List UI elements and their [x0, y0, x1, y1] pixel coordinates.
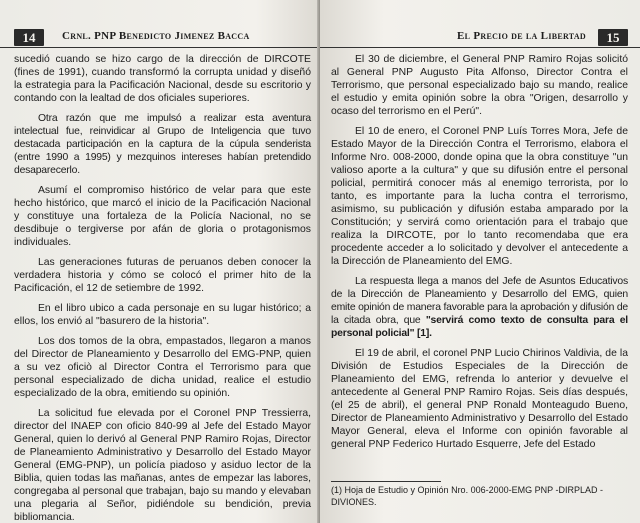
left-page-number: 14 — [14, 29, 44, 46]
footnote: (1) Hoja de Estudio y Opinión Nro. 006-2000-EMG PNP -DIRPLAD - DIVIONES. — [331, 485, 603, 507]
right-paragraph-3-quote: "servirá como texto de consulta para el personal policial" [1]. — [331, 315, 628, 339]
left-paragraph-5: En el libro ubico a cada personaje en su lugar histórico; a ellos, los envió al "basurero de la historia". — [14, 303, 311, 327]
left-body — [14, 53, 311, 523]
right-body — [331, 53, 628, 458]
left-running-head: Crnl. PNP Benedicto Jimenez Bacca — [62, 30, 250, 42]
right-paragraph-1: El 30 de diciembre, el General PNP Ramiro Rojas solicitó al General PNP Augusto Pita Alfonso, Director Contra el Terrorismo, que personal especializado bajo su mando, realice el estudio y emita opinión sobre la obra "Origen, desarrollo y ocaso del terrorismo en el Perú". — [331, 54, 628, 117]
left-paragraph-1: sucedió cuando se hizo cargo de la dirección de DIRCOTE (fines de 1991), cuando transformó la corrupta unidad y diseñó la estrategia para la Pacificación Nacional, desde su escritorio y contando con la lealtad de dos oficiales superiores. — [14, 54, 311, 104]
left-header — [14, 0, 311, 44]
left-paragraph-7: La solicitud fue elevada por el Coronel PNP Tressierra, director del INAEP con oficio 840-99 al Jefe del Estado Mayor General, quien lo derivó al General PNP Ramiro Rojas, Director de Planeamiento Administrativo y Desarrollo del Estado Mayor General (EMG-PNP), un policía piadoso y asiduo lector de la Biblia, quien todas las mañanas, antes de empezar las labores, congregaba al personal que trabajan, bajo su mando y elevaban una plegaria al Señor, pidiéndole su bendición, previa bibliomancia. — [14, 408, 311, 523]
right-paragraph-2: El 10 de enero, el Coronel PNP Luís Torres Mora, Jefe de Estado Mayor de la Dirección Contra el Terrorismo, elabora el Informe Nro. 008-2000, donde opina que la obra constituye "un valioso aporte a la cultura" y que su difusión entre el personal policial, permitirá conocer más al enemigo terrorista, por lo tanto, es importante para la lucha contra el terrorismo, asimismo, su publicación y difusión estaba amparado por la Constitución; y servirá como orientación para el trabajo que realiza la DIRCOTE, por lo tanto recomendaba que era procedente acceder a lo solicitado y devolver el antecedente a la Dirección de Planeamiento del EMG. — [331, 126, 628, 267]
right-header — [331, 0, 628, 44]
right-paragraph-4: El 19 de abril, el coronel PNP Lucio Chirinos Valdivia, de la División de Estudios Especiales de la Dirección de Planeamiento del EMG, refrenda lo anterior y devuelve el antecedente al General PNP Ramiro Rojas. Seis días después, (el 25 de abril), el general PNP Ronald Monteagudo Bueno, Director de Planeamiento Administrativo y Desarrollo del Estado Mayor General, eleva el Informe con opinión favorable al general PNP Federico Hurtado Esquerre, Jefe del Estado — [331, 348, 628, 450]
left-paragraph-2: Otra razón que me impulsó a realizar esta aventura intelectual fue, reinvidicar al Grupo de Inteligencia que tuvo destacada participación en la captura de la cúpula senderista (entre 1990 a 1995) y mezquinos intereses habían pretendido desaparecerlo. — [14, 113, 311, 176]
footnote-rule — [331, 481, 441, 482]
right-header-rule — [320, 47, 640, 48]
right-running-head: El Precio de la Libertad — [457, 30, 586, 42]
left-paragraph-4: Las generaciones futuras de peruanos deben conocer la verdadera historia y cómo se colocó el primer hito de la Pacificación, el 12 de setiembre de 1992. — [14, 257, 311, 294]
right-page-number: 15 — [598, 29, 628, 46]
right-paragraph-3-text: La respuesta llega a manos del Jefe de Asuntos Educativos de la Dirección de Planeamiento y Desarrollo del EMG, quien emite opinión de manera favorable para la aprobación y difusión de la citada obra, que — [331, 276, 628, 326]
left-paragraph-3: Asumí el compromiso histórico de velar para que este hecho histórico, que marcó el inicio de la Pacificación Nacional y constituye una fortaleza de la Policía Nacional, no se desdibuje o tergiverse por afán de gloria o protagonismos individuales. — [14, 185, 311, 248]
right-paragraph-3 — [331, 275, 628, 340]
left-paragraph-6: Los dos tomos de la obra, empastados, llegaron a manos del Director de Planeamiento y Desarrollo del EMG-PNP, quien a su vez oficiò al Director Contra el Terrorismo para que personal especializado de dicha unidad, realice el estudio especializado de la obra, emitiendo su opinión. — [14, 336, 311, 399]
right-page — [320, 0, 640, 523]
left-header-rule — [0, 47, 320, 48]
